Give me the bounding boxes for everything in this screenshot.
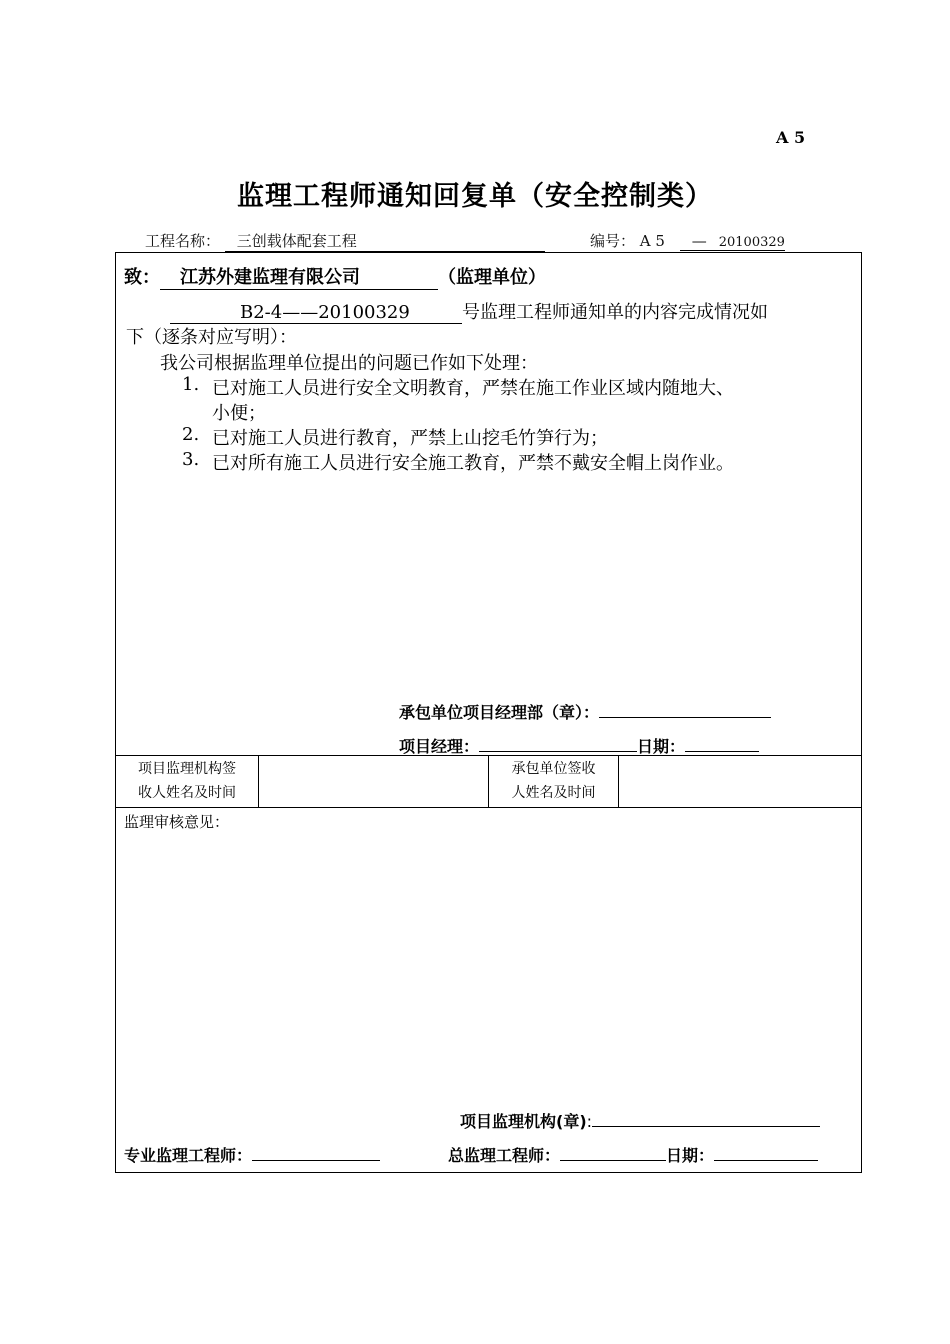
project-name-value: 三创载体配套工程 <box>225 230 545 252</box>
supervision-receipt-label-2: 收人姓名及时间 <box>138 785 236 801</box>
item-3-text: 已对所有施工人员进行安全施工教育，严禁不戴安全帽上岗作业。 <box>212 453 734 474</box>
review-label: 监理审核意见： <box>124 813 230 831</box>
item-1-text: 已对施工人员进行安全文明教育，严禁在施工作业区域内随地大、 <box>212 378 734 399</box>
chief-blank <box>560 1146 666 1161</box>
review-date-blank <box>714 1146 818 1161</box>
divider-review-top <box>116 807 861 808</box>
form-number-prefix: A 5 <box>639 232 665 250</box>
addressee-row <box>124 263 546 290</box>
review-date-label: 日期： <box>666 1146 715 1165</box>
contractor-receipt-label-2: 人姓名及时间 <box>511 785 596 801</box>
review-chief-signature <box>448 1143 818 1166</box>
notice-number: B2-4——20100329 <box>170 302 462 324</box>
review-org-label: 项目监理机构(章) <box>460 1112 587 1131</box>
form-number-field <box>680 232 785 251</box>
form-number-value: 20100329 <box>718 235 785 250</box>
supervision-receipt-field[interactable] <box>259 756 488 807</box>
project-name-label: 工程名称： <box>145 232 221 250</box>
pm-label: 项目经理： <box>399 737 480 756</box>
engineer-label: 专业监理工程师： <box>124 1146 253 1165</box>
item-3-number: 3. <box>182 449 200 470</box>
item-1-number: 1. <box>182 374 200 395</box>
form-number-label: 编号： <box>590 232 636 250</box>
review-org-blank <box>592 1112 820 1127</box>
review-org-signature <box>460 1109 820 1132</box>
item-1-text-cont: 小便； <box>212 403 266 424</box>
form-number-row <box>590 230 785 251</box>
contractor-dept-label: 承包单位项目经理部（章）： <box>399 703 600 722</box>
pm-blank <box>479 737 637 752</box>
review-org-colon: : <box>586 1112 593 1131</box>
to-label: 致： <box>124 267 160 288</box>
chief-label: 总监理工程师： <box>448 1146 561 1165</box>
intro-text-1: 号监理工程师通知单的内容完成情况如 <box>462 302 768 323</box>
to-value: 江苏外建监理有限公司 <box>160 263 438 290</box>
supervision-receipt-label-1: 项目监理机构签 <box>138 761 236 777</box>
contractor-receipt-label-1: 承包单位签收 <box>511 761 596 777</box>
contractor-dept-signature <box>399 700 771 723</box>
reply-form-table <box>115 252 862 1173</box>
review-engineer-signature <box>124 1143 380 1166</box>
item-2-text: 已对施工人员进行教育，严禁上山挖毛竹笋行为； <box>212 428 608 449</box>
form-code: A 5 <box>776 128 806 147</box>
pm-date-label: 日期： <box>637 737 686 756</box>
page-title: 监理工程师通知回复单（安全控制类） <box>237 181 713 212</box>
form-number-dash: — <box>691 232 707 250</box>
contractor-receipt-field[interactable] <box>619 756 861 807</box>
supervision-receipt-label <box>116 757 258 805</box>
project-name-row <box>145 230 545 252</box>
item-2-number: 2. <box>182 424 200 445</box>
statement-text: 我公司根据监理单位提出的问题已作如下处理： <box>160 353 538 374</box>
contractor-receipt-label <box>489 757 618 805</box>
to-suffix: （监理单位） <box>438 267 546 288</box>
intro-text-2: 下（逐条对应写明）： <box>126 327 297 348</box>
pm-date-blank <box>685 737 759 752</box>
contractor-dept-blank <box>599 703 771 718</box>
engineer-blank <box>252 1146 380 1161</box>
pm-signature <box>399 734 759 757</box>
intro-line-1 <box>170 298 768 324</box>
